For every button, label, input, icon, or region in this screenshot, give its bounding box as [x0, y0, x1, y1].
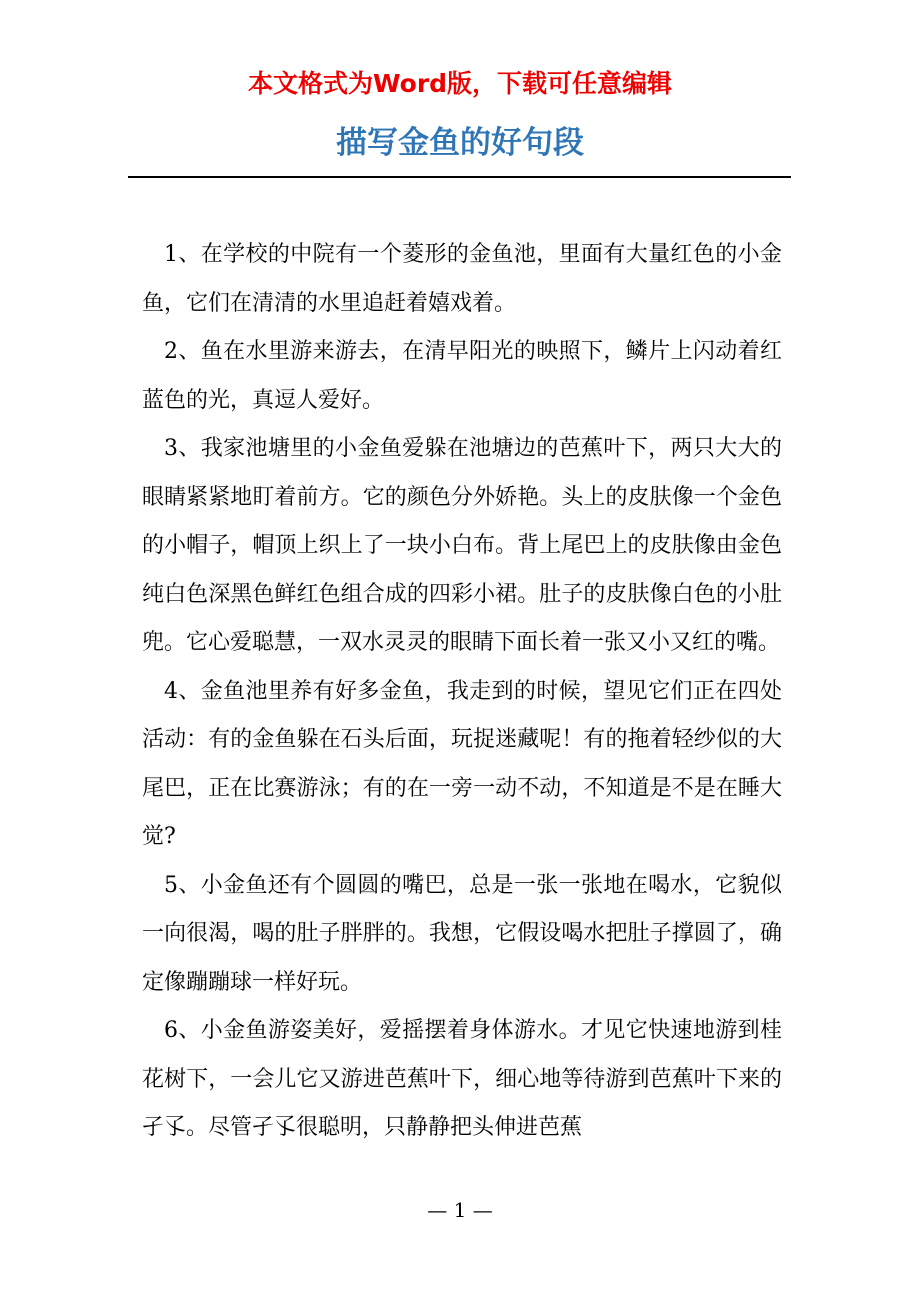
- format-banner: 本文格式为Word版，下载可任意编辑: [247, 69, 673, 98]
- document-title: 描写金鱼的好句段: [336, 125, 584, 161]
- paragraph-3: 3、我家池塘里的小金鱼爱躲在池塘边的芭蕉叶下，两只大大的眼睛紧紧地盯着前方。它的颜色分外娇艳。头上的皮肤像一个金色的小帽子，帽顶上织上了一块小白布。背上尾巴上的皮肤像由金色纯白色深黑色鲜红色组合成的四彩小裙。肚子的皮肤像白色的小肚兜。它心爱聪慧，一双水灵灵的眼睛下面长着一张又小又红的嘴。: [142, 436, 782, 655]
- paragraph-1: 1、在学校的中院有一个菱形的金鱼池，里面有大量红色的小金鱼，它们在清清的水里追赶着嬉戏着。: [142, 242, 782, 316]
- paragraph-5: 5、小金鱼还有个圆圆的嘴巴，总是一张一张地在喝水，它貌似一向很渴，喝的肚子胖胖的。我想，它假设喝水把肚子撑圆了，确定像蹦蹦球一样好玩。: [142, 872, 782, 995]
- page-number: — 1 —: [427, 1198, 493, 1222]
- paragraph-4: 4、金鱼池里养有好多金鱼，我走到的时候，望见它们正在四处活动：有的金鱼躲在石头后面，玩捉迷藏呢！有的拖着轻纱似的大尾巴，正在比赛游泳；有的在一旁一动不动，不知道是不是在睡大觉?: [142, 678, 782, 849]
- title-divider: [128, 176, 791, 178]
- document-body: [142, 231, 782, 1153]
- paragraph-2: 2、鱼在水里游来游去，在清早阳光的映照下，鳞片上闪动着红蓝色的光，真逗人爱好。: [142, 339, 782, 413]
- paragraph-6: 6、小金鱼游姿美好，爱摇摆着身体游水。才见它快速地游到桂花树下，一会儿它又游进芭蕉叶下，细心地等待游到芭蕉叶下来的孑孓。尽管孑孓很聪明，只静静把头伸进芭蕉: [142, 1018, 782, 1140]
